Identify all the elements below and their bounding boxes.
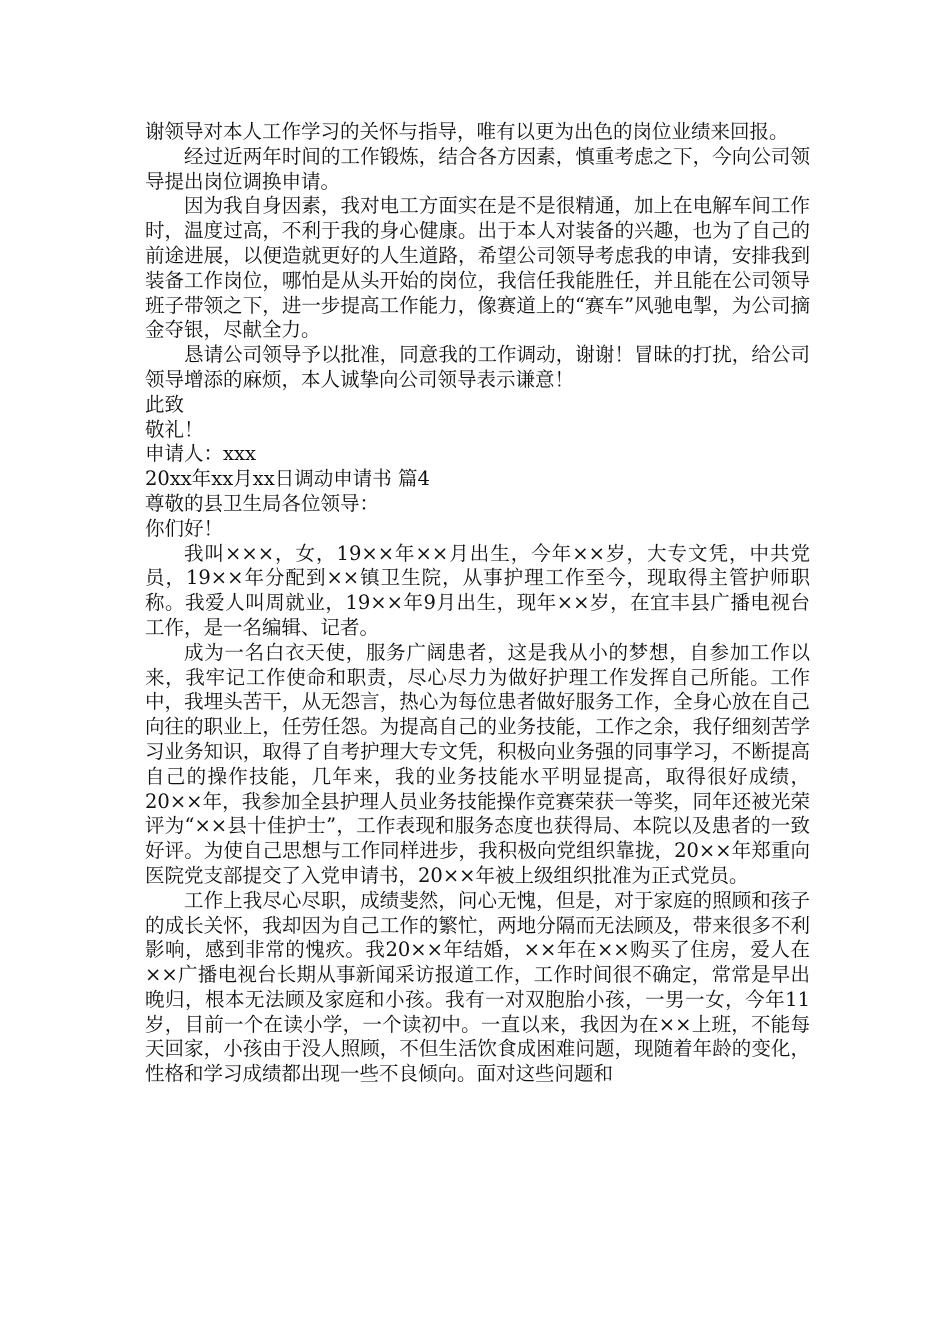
closing-salutation: 此致 bbox=[145, 392, 185, 416]
paragraph-2: 经过近两年时间的工作锻炼，结合各方因素，慎重考虑之下，今向公司领导提出岗位调换申请。 bbox=[145, 144, 810, 193]
paragraph-family-situation: 工作上我尽心尽职，成绩斐然，问心无愧，但是，对于家庭的照顾和孩子的成长关怀，我却因为自己工作的繁忙，两地分隔而无法顾及，带来很多不利影响，感到非常的愧疚。我20××年结婚，××年在××购买了住房，爱人在××广播电视台长期从事新闻采访报道工作，工作时间很不确定，常常是早出晚归，根本无法顾及家庭和小孩。我有一对双胞胎小孩，一男一女，今年11岁，目前一个在读小学，一个读初中。一直以来，我因为在××上班，不能每天回家，小孩由于没人照顾，不但生活饮食成困难问题，现随着年龄的变化，性格和学习成绩都出现一些不良倾向。面对这些问题和 bbox=[145, 888, 810, 1086]
document-body bbox=[145, 120, 810, 1087]
greeting-line: 你们好！ bbox=[145, 516, 224, 540]
closing-regards: 敬礼！ bbox=[145, 417, 204, 441]
paragraph-1: 谢领导对本人工作学习的关怀与指导，唯有以更为出色的岗位业绩来回报。 bbox=[145, 120, 789, 143]
date-and-section-title: 20xx年xx月xx日调动申请书 篇4 bbox=[145, 467, 430, 491]
paragraph-4: 恳请公司领导予以批准，同意我的工作调动，谢谢！冒昧的打扰，给公司领导增添的麻烦，本人诚挚向公司领导表示谦意！ bbox=[145, 343, 810, 391]
addressee-line: 尊敬的县卫生局各位领导： bbox=[145, 491, 380, 515]
paragraph-3: 因为我自身因素，我对电工方面实在是不是很精通，加上在电解车间工作时，温度过高，不利于我的身心健康。出于本人对装备的兴趣，也为了自己的前途进展，以便造就更好的人生道路，希望公司领导考虑我的申请，安排我到装备工作岗位，哪怕是从头开始的岗位，我信任我能胜任，并且能在公司领导班子带领之下，进一步提高工作能力，像赛道上的“赛车”风驰电掣，为公司摘金夺银，尽献全力。 bbox=[145, 194, 810, 342]
paragraph-work-record: 成为一名白衣天使，服务广阔患者，这是我从小的梦想，自参加工作以来，我牢记工作使命和职责，尽心尽力为做好护理工作发挥自己所能。工作中，我埋头苦干，从无怨言，热心为每位患者做好服务工作，全身心放在自己向往的职业上，任劳任怨。为提高自己的业务技能，工作之余，我仔细刻苦学习业务知识，取得了自考护理大专文凭，积极向业务强的同事学习，不断提高自己的操作技能，几年来，我的业务技能水平明显提高，取得很好成绩，20××年，我参加全县护理人员业务技能操作竞赛荣获一等奖，同年还被光荣评为“××县十佳护士”，工作表现和服务态度也获得局、本院以及患者的一致好评。为使自己思想与工作同样进步，我积极向党组织靠拢，20××年郑重向医院党支部提交了入党申请书，20××年被上级组织批准为正式党员。 bbox=[145, 640, 810, 887]
paragraph-self-intro: 我叫×××，女，19××年××月出生，今年××岁，大专文凭，中共党员，19××年分配到××镇卫生院，从事护理工作至今，现取得主管护师职称。我爱人叫周就业，19××年9月出生，现年××岁，在宜丰县广播电视台工作，是一名编辑、记者。 bbox=[145, 541, 810, 639]
applicant-line: 申请人：xxx bbox=[145, 442, 256, 466]
